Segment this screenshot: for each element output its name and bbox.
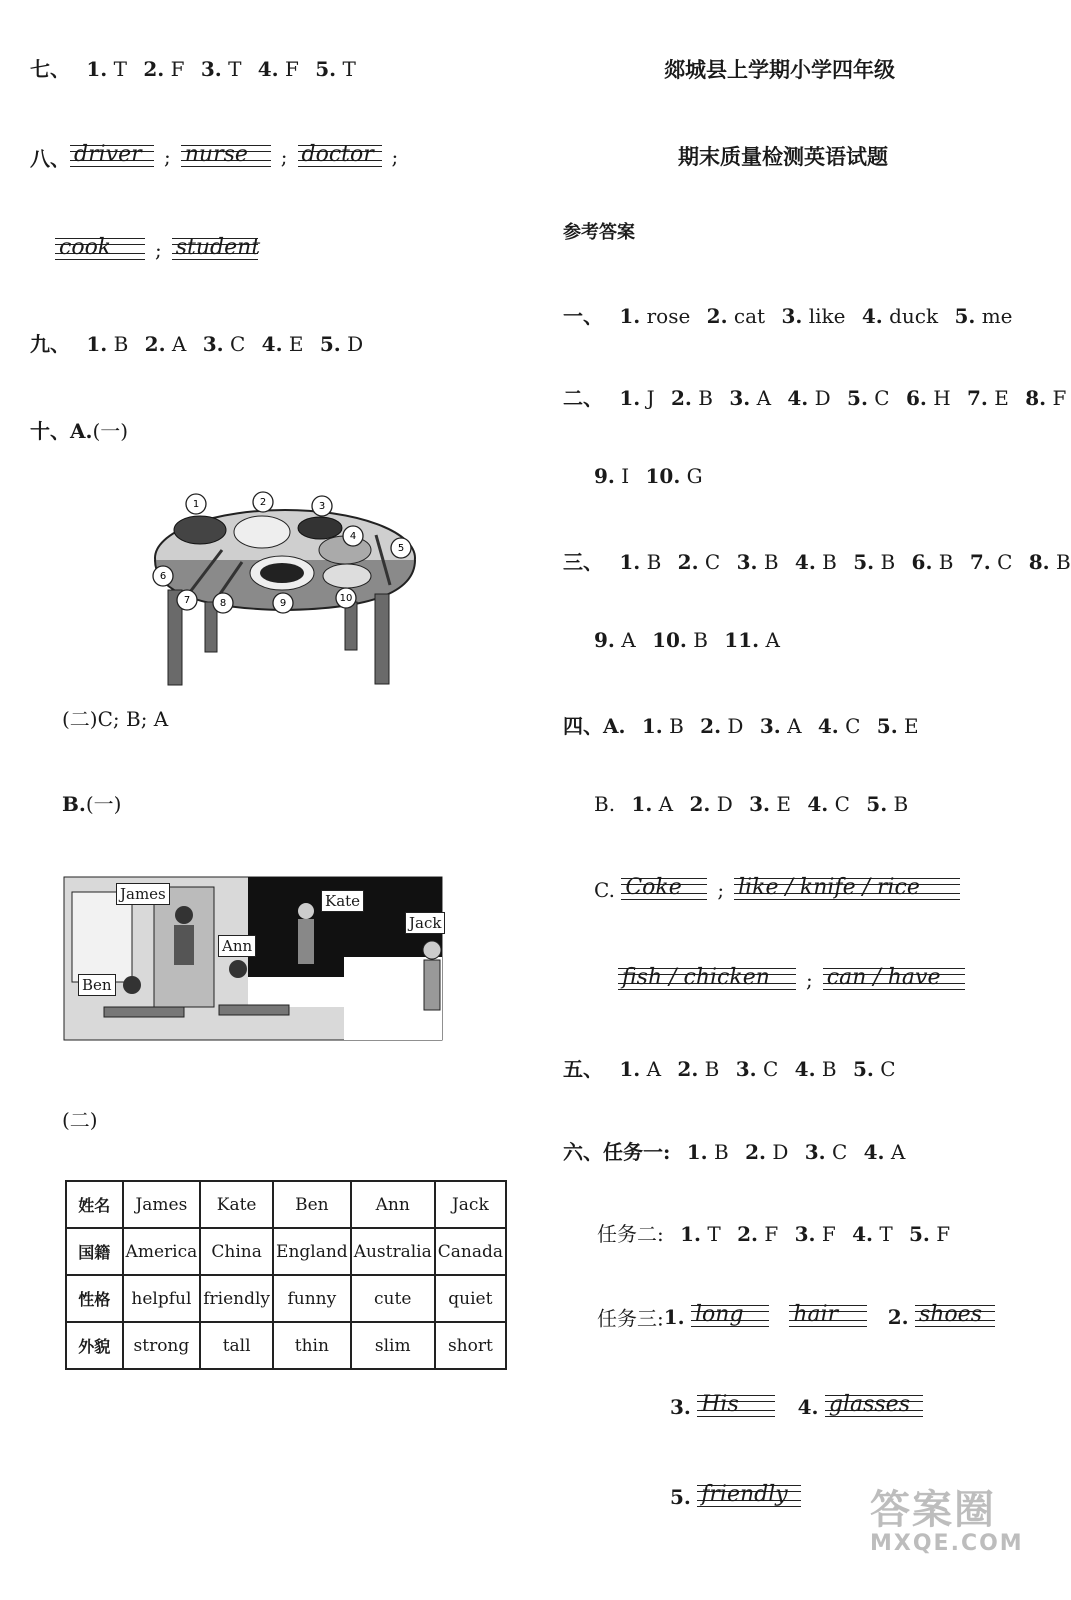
hw-friendly: friendly <box>697 1480 801 1514</box>
hw-doctor: doctor <box>298 140 382 174</box>
hw-student: student <box>172 233 258 267</box>
q3-answers-line1: 三、 1. B 2. C 3. B 4. B 5. B 6. B 7. C 8. B <box>563 550 1071 574</box>
watermark-logo: 答案圈 MXQE.COM <box>870 1487 1024 1556</box>
food-label-2: 2 <box>259 497 267 508</box>
table-row: 性格 helpful friendly funny cute quiet <box>66 1275 506 1322</box>
hw-like-knife-rice: like / knife / rice <box>734 873 960 907</box>
food-label-9: 9 <box>279 598 287 609</box>
q2-answers-line2: 9. I 10. G <box>594 464 703 488</box>
q7-lead: 七、 <box>30 57 70 81</box>
table-row: 姓名 James Kate Ben Ann Jack <box>66 1181 506 1228</box>
dining-table-illustration <box>150 490 420 690</box>
q10-b-part2-heading: (二) <box>62 1108 98 1132</box>
food-label-7: 7 <box>183 595 191 606</box>
q5-answers: 五、 1. A 2. B 3. C 4. B 5. C <box>563 1057 896 1081</box>
q6-task1-answers: 六、任务一: 1. B 2. D 3. C 4. A <box>563 1140 906 1164</box>
hw-his: His <box>697 1390 775 1424</box>
reference-answer-heading: 参考答案 <box>563 222 635 243</box>
hw-driver: driver <box>70 140 154 174</box>
q6-task3-line3: 5. friendly <box>670 1480 801 1514</box>
q7-answers: 七、 1. T 2. F 3. T 4. F 5. T <box>30 57 356 81</box>
page-title-line2: 期末质量检测英语试题 <box>678 145 888 169</box>
food-label-6: 6 <box>159 571 167 582</box>
q4-a-answers: 四、A. 1. B 2. D 3. A 4. C 5. E <box>563 714 919 738</box>
page-title-line1: 郯城县上学期小学四年级 <box>664 58 895 82</box>
q10-b-heading: B.(一) <box>62 792 122 816</box>
food-label-5: 5 <box>397 543 405 554</box>
hw-cook: cook <box>55 233 145 267</box>
q3-answers-line2: 9. A 10. B 11. A <box>594 628 780 652</box>
q4-c-answers-line2: fish / chicken ; can / have <box>618 963 965 997</box>
q8-answers-line2: cook ; student <box>55 233 258 267</box>
q6-task3-line1: 任务三:1. long hair 2. shoes <box>597 1300 995 1334</box>
hw-long: long <box>691 1300 769 1334</box>
food-label-10: 10 <box>339 593 353 604</box>
label-ann: Ann <box>218 935 256 957</box>
q4-c-answers-line1: C. Coke ; like / knife / rice <box>594 873 960 907</box>
q2-answers-line1: 二、 1. J 2. B 3. A 4. D 5. C 6. H 7. E 8. F <box>563 386 1067 410</box>
food-label-4: 4 <box>349 531 357 542</box>
food-label-1: 1 <box>192 499 200 510</box>
hw-shoes: shoes <box>915 1300 995 1334</box>
hw-can-have: can / have <box>823 963 965 997</box>
q1-answers: 一、 1. rose 2. cat 3. like 4. duck 5. me <box>563 304 1013 328</box>
hw-hair: hair <box>789 1300 867 1334</box>
q10-heading: 十、A.(一) <box>30 419 129 443</box>
q4-b-answers: B. 1. A 2. D 3. E 4. C 5. B <box>594 792 909 816</box>
q10-a-part2-answer: (二)C; B; A <box>62 707 169 731</box>
table-row: 外貌 strong tall thin slim short <box>66 1322 506 1369</box>
q9-answers: 九、 1. B 2. A 3. C 4. E 5. D <box>30 332 364 356</box>
label-kate: Kate <box>321 890 364 912</box>
hw-fish-chicken: fish / chicken <box>618 963 796 997</box>
label-jack: Jack <box>405 912 445 934</box>
q6-task2-answers: 任务二: 1. T 2. F 3. F 4. T 5. F <box>597 1222 951 1246</box>
label-james: James <box>116 883 170 905</box>
q8-answers-line1: 八、 driver ; nurse ; doctor ; <box>30 140 408 174</box>
table-row: 国籍 America China England Australia Canada <box>66 1228 506 1275</box>
hw-coke: Coke <box>621 873 707 907</box>
hw-nurse: nurse <box>181 140 271 174</box>
food-label-8: 8 <box>219 598 227 609</box>
classroom-illustration <box>64 877 442 1040</box>
hw-glasses: glasses <box>825 1390 923 1424</box>
student-info-table <box>65 1180 507 1370</box>
label-ben: Ben <box>78 974 116 996</box>
q6-task3-line2: 3. His 4. glasses <box>670 1390 923 1424</box>
food-label-3: 3 <box>318 501 326 512</box>
